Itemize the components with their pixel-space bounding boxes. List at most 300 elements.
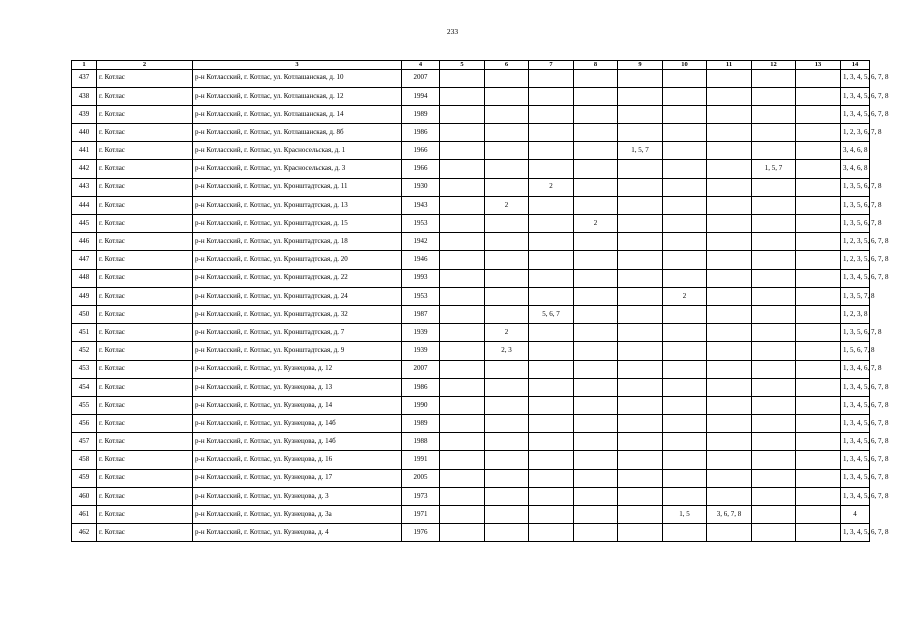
row-col-14: 1, 3, 4, 5, 6, 7, 8	[841, 69, 870, 87]
row-city: г. Котлас	[97, 415, 193, 433]
row-col-11	[707, 105, 752, 123]
row-col-7	[529, 196, 574, 214]
row-col-10	[663, 487, 707, 505]
row-col-5	[440, 506, 485, 524]
row-col-5	[440, 524, 485, 542]
row-year: 1943	[402, 196, 440, 214]
row-col-13	[796, 105, 841, 123]
row-number: 452	[72, 342, 97, 360]
table-row	[72, 378, 870, 396]
row-col-9	[618, 233, 663, 251]
row-city: г. Котлас	[97, 233, 193, 251]
row-city: г. Котлас	[97, 469, 193, 487]
row-number: 437	[72, 69, 97, 87]
row-col-6	[485, 524, 529, 542]
row-col-13	[796, 287, 841, 305]
table-row	[72, 178, 870, 196]
row-col-9	[618, 342, 663, 360]
row-year: 1988	[402, 433, 440, 451]
row-col-14: 1, 3, 5, 6, 7, 8	[841, 215, 870, 233]
table-row	[72, 233, 870, 251]
row-col-12	[752, 360, 796, 378]
row-col-14: 1, 3, 4, 5, 6, 7, 8	[841, 451, 870, 469]
row-col-9	[618, 324, 663, 342]
row-col-11	[707, 178, 752, 196]
row-col-13	[796, 251, 841, 269]
row-col-7	[529, 105, 574, 123]
row-city: г. Котлас	[97, 105, 193, 123]
row-city: г. Котлас	[97, 378, 193, 396]
row-col-10	[663, 69, 707, 87]
table-row	[72, 124, 870, 142]
table-body	[72, 69, 889, 542]
row-col-9: 1, 5, 7	[618, 142, 663, 160]
row-col-6	[485, 378, 529, 396]
row-col-10	[663, 160, 707, 178]
row-col-9	[618, 524, 663, 542]
row-col-7	[529, 87, 574, 105]
row-col-9	[618, 506, 663, 524]
row-col-11	[707, 124, 752, 142]
row-col-7	[529, 378, 574, 396]
row-col-14: 1, 3, 4, 5, 6, 7, 8	[841, 87, 870, 105]
row-col-10	[663, 305, 707, 323]
row-number: 447	[72, 251, 97, 269]
row-year: 1973	[402, 487, 440, 505]
row-col-14: 1, 3, 5, 6, 7, 8	[841, 196, 870, 214]
table-row	[72, 160, 870, 178]
row-col-10	[663, 469, 707, 487]
row-col-13	[796, 142, 841, 160]
row-col-8	[574, 451, 618, 469]
row-col-14: 1, 2, 3, 6, 7, 8	[841, 124, 870, 142]
row-col-7	[529, 396, 574, 414]
row-col-14: 1, 2, 3, 8	[841, 305, 870, 323]
row-col-7	[529, 269, 574, 287]
row-city: г. Котлас	[97, 160, 193, 178]
column-header-9: 9	[618, 61, 663, 70]
row-col-7	[529, 342, 574, 360]
row-col-12	[752, 124, 796, 142]
row-col-13	[796, 215, 841, 233]
row-number: 451	[72, 324, 97, 342]
row-col-13	[796, 160, 841, 178]
row-city: г. Котлас	[97, 215, 193, 233]
column-header-13: 13	[796, 61, 841, 70]
row-col-5	[440, 324, 485, 342]
row-col-8	[574, 178, 618, 196]
row-year: 1971	[402, 506, 440, 524]
row-col-6	[485, 287, 529, 305]
column-header-12: 12	[752, 61, 796, 70]
row-city: г. Котлас	[97, 360, 193, 378]
row-col-13	[796, 178, 841, 196]
row-address: р-н Котласский, г. Котлас, ул. Кузнецова, д. 12	[193, 360, 402, 378]
row-col-7	[529, 487, 574, 505]
row-col-9	[618, 69, 663, 87]
row-col-11	[707, 215, 752, 233]
row-col-9	[618, 360, 663, 378]
row-col-12	[752, 342, 796, 360]
row-col-9	[618, 105, 663, 123]
row-number: 460	[72, 487, 97, 505]
table-row	[72, 451, 870, 469]
row-col-12	[752, 487, 796, 505]
row-address: р-н Котласский, г. Котлас, ул. Кронштадтская, д. 15	[193, 215, 402, 233]
row-col-13	[796, 433, 841, 451]
row-col-7	[529, 324, 574, 342]
row-col-12	[752, 305, 796, 323]
row-col-7	[529, 524, 574, 542]
row-col-7	[529, 124, 574, 142]
row-address: р-н Котласский, г. Котлас, ул. Котлашанская, д. 8б	[193, 124, 402, 142]
row-number: 438	[72, 87, 97, 105]
table-row	[72, 524, 870, 542]
row-col-5	[440, 287, 485, 305]
row-address: р-н Котласский, г. Котлас, ул. Кузнецова, д. 3	[193, 487, 402, 505]
row-col-8	[574, 396, 618, 414]
row-city: г. Котлас	[97, 287, 193, 305]
row-col-5	[440, 124, 485, 142]
row-col-9	[618, 196, 663, 214]
row-col-7	[529, 506, 574, 524]
table-row	[72, 305, 870, 323]
row-col-14: 1, 3, 4, 5, 6, 7, 8	[841, 469, 870, 487]
row-address: р-н Котласский, г. Котлас, ул. Кузнецова, д. 13	[193, 378, 402, 396]
row-col-5	[440, 69, 485, 87]
table-row	[72, 142, 870, 160]
row-number: 458	[72, 451, 97, 469]
row-col-9	[618, 451, 663, 469]
row-col-7: 2	[529, 178, 574, 196]
row-year: 2005	[402, 469, 440, 487]
page-number: 233	[446, 27, 459, 36]
row-col-13	[796, 324, 841, 342]
row-city: г. Котлас	[97, 396, 193, 414]
row-col-13	[796, 69, 841, 87]
row-col-8	[574, 142, 618, 160]
row-col-10	[663, 433, 707, 451]
row-col-5	[440, 360, 485, 378]
row-col-14: 1, 3, 5, 7, 8	[841, 287, 870, 305]
column-header-5: 5	[440, 61, 485, 70]
table-row	[72, 269, 870, 287]
housing-register-table	[71, 60, 889, 542]
row-col-5	[440, 433, 485, 451]
row-address: р-н Котласский, г. Котлас, ул. Кузнецова, д. 14	[193, 396, 402, 414]
table-row	[72, 506, 870, 524]
row-col-8	[574, 287, 618, 305]
table-row	[72, 469, 870, 487]
row-number: 459	[72, 469, 97, 487]
row-col-10: 2	[663, 287, 707, 305]
row-col-5	[440, 215, 485, 233]
row-col-5	[440, 415, 485, 433]
row-col-10	[663, 196, 707, 214]
row-number: 442	[72, 160, 97, 178]
row-col-8	[574, 69, 618, 87]
row-col-12: 1, 5, 7	[752, 160, 796, 178]
table-row	[72, 251, 870, 269]
row-city: г. Котлас	[97, 269, 193, 287]
row-col-6	[485, 69, 529, 87]
row-year: 1986	[402, 378, 440, 396]
row-col-6	[485, 415, 529, 433]
row-col-8	[574, 415, 618, 433]
row-city: г. Котлас	[97, 251, 193, 269]
row-address: р-н Котласский, г. Котлас, ул. Кронштадтская, д. 22	[193, 269, 402, 287]
row-col-11	[707, 451, 752, 469]
row-col-11	[707, 469, 752, 487]
row-col-11	[707, 269, 752, 287]
row-col-10: 1, 5	[663, 506, 707, 524]
row-col-12	[752, 215, 796, 233]
row-city: г. Котлас	[97, 342, 193, 360]
row-col-9	[618, 215, 663, 233]
row-col-8	[574, 105, 618, 123]
row-col-12	[752, 105, 796, 123]
row-city: г. Котлас	[97, 487, 193, 505]
row-number: 450	[72, 305, 97, 323]
row-col-9	[618, 305, 663, 323]
row-col-8	[574, 378, 618, 396]
table-row	[72, 105, 870, 123]
row-col-5	[440, 160, 485, 178]
column-header-11: 11	[707, 61, 752, 70]
column-header-8: 8	[574, 61, 618, 70]
row-col-9	[618, 415, 663, 433]
row-col-14: 1, 3, 4, 6, 7, 8	[841, 360, 870, 378]
row-city: г. Котлас	[97, 324, 193, 342]
row-col-14: 1, 3, 4, 5, 6, 7, 8	[841, 105, 870, 123]
row-city: г. Котлас	[97, 69, 193, 87]
row-col-6: 2	[485, 324, 529, 342]
row-col-14: 1, 2, 3, 5, 6, 7, 8	[841, 251, 870, 269]
header-row	[72, 61, 870, 70]
row-col-10	[663, 324, 707, 342]
row-col-7	[529, 233, 574, 251]
row-col-6	[485, 451, 529, 469]
row-col-7	[529, 215, 574, 233]
row-col-9	[618, 124, 663, 142]
row-col-8	[574, 324, 618, 342]
row-col-8	[574, 269, 618, 287]
row-col-13	[796, 487, 841, 505]
column-header-3: 3	[193, 61, 402, 70]
row-col-5	[440, 87, 485, 105]
row-col-14: 1, 3, 4, 5, 6, 7, 8	[841, 269, 870, 287]
row-col-7	[529, 469, 574, 487]
row-col-13	[796, 469, 841, 487]
table-row	[72, 433, 870, 451]
row-city: г. Котлас	[97, 178, 193, 196]
row-city: г. Котлас	[97, 87, 193, 105]
row-number: 454	[72, 378, 97, 396]
row-year: 1976	[402, 524, 440, 542]
table-row	[72, 415, 870, 433]
row-col-10	[663, 524, 707, 542]
row-col-7	[529, 160, 574, 178]
row-col-11	[707, 396, 752, 414]
row-col-5	[440, 269, 485, 287]
row-address: р-н Котласский, г. Котлас, ул. Кузнецова, д. 4	[193, 524, 402, 542]
row-year: 1942	[402, 233, 440, 251]
row-col-7	[529, 287, 574, 305]
row-number: 444	[72, 196, 97, 214]
row-col-9	[618, 396, 663, 414]
row-year: 1989	[402, 105, 440, 123]
row-city: г. Котлас	[97, 142, 193, 160]
row-col-13	[796, 524, 841, 542]
row-col-6	[485, 105, 529, 123]
row-col-12	[752, 378, 796, 396]
row-address: р-н Котласский, г. Котлас, ул. Кронштадтская, д. 9	[193, 342, 402, 360]
row-col-9	[618, 269, 663, 287]
row-col-8	[574, 160, 618, 178]
row-col-6: 2, 3	[485, 342, 529, 360]
row-col-12	[752, 233, 796, 251]
row-col-14: 1, 5, 6, 7, 8	[841, 342, 870, 360]
row-col-9	[618, 433, 663, 451]
row-address: р-н Котласский, г. Котлас, ул. Кронштадтская, д. 32	[193, 305, 402, 323]
row-col-8	[574, 87, 618, 105]
row-col-5	[440, 469, 485, 487]
row-col-6	[485, 215, 529, 233]
row-number: 455	[72, 396, 97, 414]
row-year: 1939	[402, 324, 440, 342]
column-header-1: 1	[72, 61, 97, 70]
row-number: 457	[72, 433, 97, 451]
row-col-14: 1, 3, 5, 6, 7, 8	[841, 324, 870, 342]
row-col-14: 3, 4, 6, 8	[841, 160, 870, 178]
column-header-4: 4	[402, 61, 440, 70]
row-col-7	[529, 251, 574, 269]
table-row	[72, 487, 870, 505]
column-header-14: 14	[841, 61, 870, 70]
row-col-5	[440, 378, 485, 396]
row-col-12	[752, 506, 796, 524]
row-col-11	[707, 360, 752, 378]
row-year: 1966	[402, 142, 440, 160]
row-address: р-н Котласский, г. Котлас, ул. Кронштадтская, д. 7	[193, 324, 402, 342]
row-col-7	[529, 451, 574, 469]
row-col-10	[663, 87, 707, 105]
row-year: 2007	[402, 69, 440, 87]
row-col-11	[707, 287, 752, 305]
row-col-11	[707, 415, 752, 433]
row-col-13	[796, 305, 841, 323]
row-city: г. Котлас	[97, 124, 193, 142]
column-header-2: 2	[97, 61, 193, 70]
row-col-6	[485, 469, 529, 487]
row-col-8	[574, 196, 618, 214]
row-col-8	[574, 433, 618, 451]
row-city: г. Котлас	[97, 506, 193, 524]
column-header-10: 10	[663, 61, 707, 70]
table-row	[72, 396, 870, 414]
row-col-12	[752, 324, 796, 342]
row-year: 1994	[402, 87, 440, 105]
row-col-6	[485, 87, 529, 105]
row-col-10	[663, 396, 707, 414]
row-col-5	[440, 396, 485, 414]
row-col-11	[707, 69, 752, 87]
row-col-6	[485, 305, 529, 323]
row-col-12	[752, 196, 796, 214]
row-col-12	[752, 396, 796, 414]
row-col-14: 1, 3, 4, 5, 6, 7, 8	[841, 524, 870, 542]
row-year: 1991	[402, 451, 440, 469]
row-col-11	[707, 378, 752, 396]
row-col-8	[574, 524, 618, 542]
row-address: р-н Котласский, г. Котлас, ул. Красносельская, д. 3	[193, 160, 402, 178]
row-address: р-н Котласский, г. Котлас, ул. Красносельская, д. 1	[193, 142, 402, 160]
row-col-10	[663, 124, 707, 142]
row-col-14: 1, 3, 4, 5, 6, 7, 8	[841, 396, 870, 414]
row-col-12	[752, 269, 796, 287]
row-address: р-н Котласский, г. Котлас, ул. Котлашанская, д. 12	[193, 87, 402, 105]
row-col-8	[574, 360, 618, 378]
row-col-14: 4	[841, 506, 870, 524]
row-col-8	[574, 124, 618, 142]
row-col-8	[574, 251, 618, 269]
row-col-10	[663, 105, 707, 123]
row-number: 439	[72, 105, 97, 123]
row-col-6: 2	[485, 196, 529, 214]
row-col-10	[663, 233, 707, 251]
row-number: 461	[72, 506, 97, 524]
row-col-6	[485, 433, 529, 451]
row-col-13	[796, 87, 841, 105]
row-col-8	[574, 469, 618, 487]
row-col-5	[440, 178, 485, 196]
row-col-7	[529, 142, 574, 160]
row-col-6	[485, 160, 529, 178]
column-header-7: 7	[529, 61, 574, 70]
row-col-5	[440, 196, 485, 214]
row-col-14: 1, 3, 4, 5, 6, 7, 8	[841, 487, 870, 505]
row-col-14: 1, 3, 4, 5, 6, 7, 8	[841, 433, 870, 451]
table-row	[72, 324, 870, 342]
row-col-8: 2	[574, 215, 618, 233]
row-city: г. Котлас	[97, 305, 193, 323]
row-col-10	[663, 251, 707, 269]
row-col-9	[618, 178, 663, 196]
row-col-12	[752, 69, 796, 87]
row-col-9	[618, 160, 663, 178]
row-col-11	[707, 433, 752, 451]
row-col-11	[707, 142, 752, 160]
row-col-5	[440, 251, 485, 269]
row-year: 1987	[402, 305, 440, 323]
row-col-9	[618, 251, 663, 269]
row-year: 1993	[402, 269, 440, 287]
row-year: 1953	[402, 287, 440, 305]
row-col-11	[707, 524, 752, 542]
row-address: р-н Котласский, г. Котлас, ул. Кронштадтская, д. 11	[193, 178, 402, 196]
row-col-11	[707, 305, 752, 323]
row-col-5	[440, 487, 485, 505]
row-col-13	[796, 396, 841, 414]
row-col-13	[796, 233, 841, 251]
row-col-13	[796, 378, 841, 396]
row-col-10	[663, 415, 707, 433]
row-col-13	[796, 506, 841, 524]
row-col-12	[752, 415, 796, 433]
row-col-12	[752, 451, 796, 469]
row-col-6	[485, 360, 529, 378]
row-col-5	[440, 105, 485, 123]
